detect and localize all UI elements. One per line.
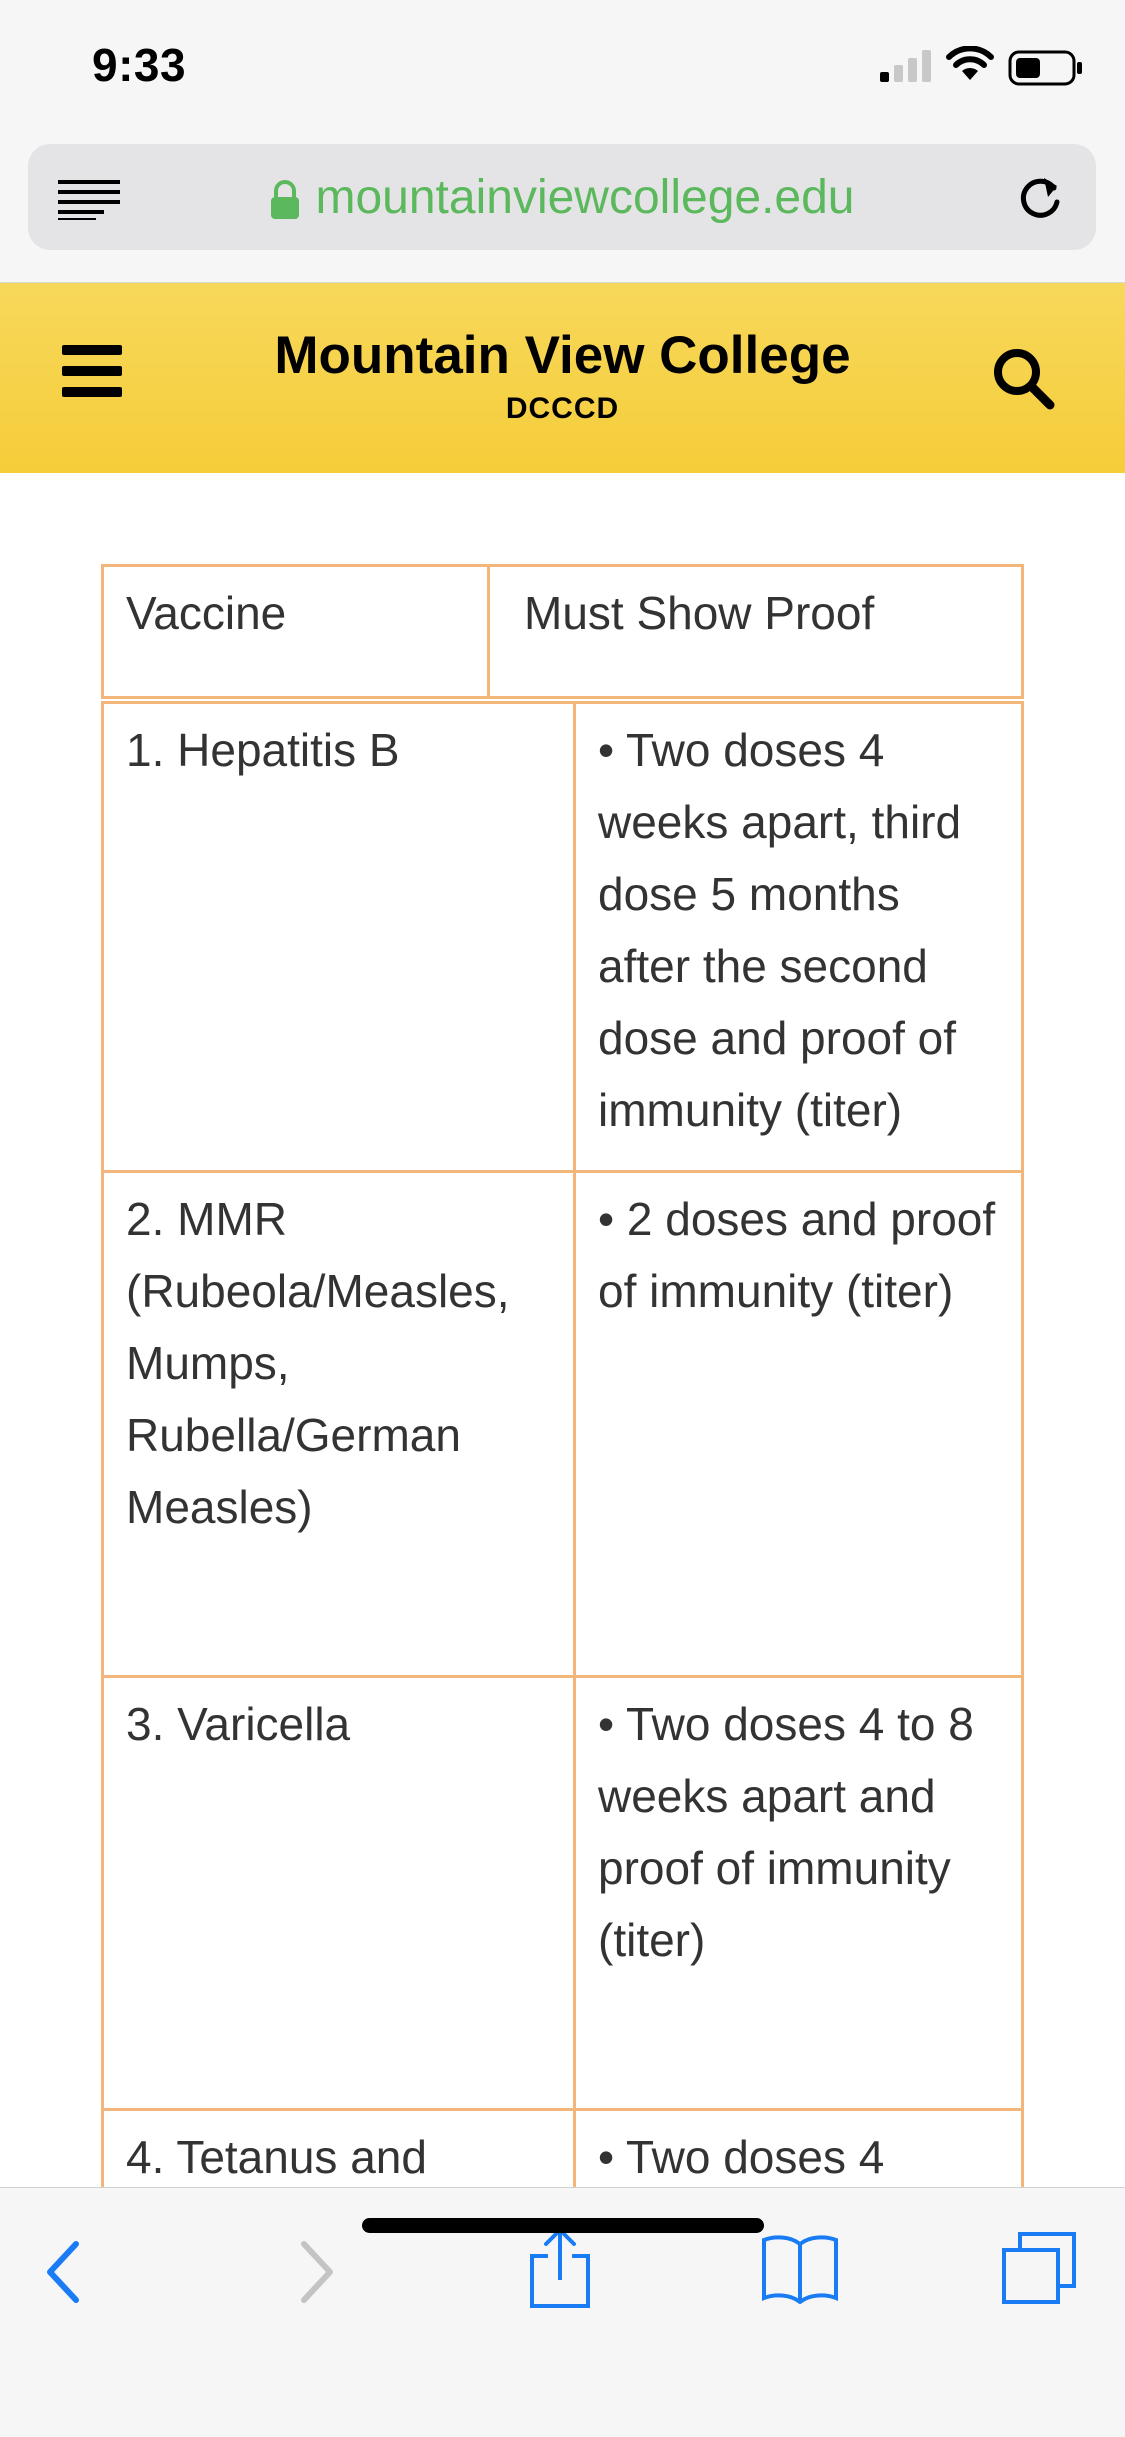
page-content	[0, 473, 1125, 2187]
browser-address-area	[0, 132, 1125, 283]
cellular-signal-icon	[880, 50, 936, 82]
table-header-vaccine: Vaccine	[101, 564, 490, 699]
site-header	[0, 283, 1125, 473]
table-cell-vaccine: 4. Tetanus and	[101, 2108, 576, 2187]
wifi-icon	[946, 46, 994, 82]
search-icon[interactable]	[990, 345, 1056, 411]
lock-icon	[269, 180, 301, 220]
home-indicator[interactable]	[362, 2218, 764, 2233]
back-icon[interactable]	[44, 2240, 84, 2304]
status-bar	[0, 0, 1125, 132]
tabs-icon[interactable]	[1000, 2230, 1080, 2306]
battery-icon	[1008, 50, 1084, 86]
table-cell-proof: • 2 doses and proof of immunity (titer)	[573, 1170, 1024, 1678]
reload-icon[interactable]	[1014, 172, 1066, 224]
table-cell-vaccine: 2. MMR (Rubeola/Measles, Mumps, Rubella/German Measles)	[101, 1170, 576, 1678]
table-cell-vaccine: 1. Hepatitis B	[101, 701, 576, 1173]
site-subtitle: DCCCD	[505, 392, 620, 425]
table-header-proof: Must Show Proof	[487, 564, 1024, 699]
site-title: Mountain View College	[274, 326, 851, 385]
url-text: mountainviewcollege.edu	[315, 171, 855, 224]
table-cell-vaccine: 3. Varicella	[101, 1675, 576, 2111]
share-icon[interactable]	[528, 2226, 592, 2310]
bookmarks-icon[interactable]	[760, 2232, 840, 2304]
status-time: 9:33	[92, 39, 187, 91]
address-bar[interactable]	[28, 144, 1096, 250]
table-cell-proof: • Two doses 4 to 8 weeks apart and proof of immunity (titer)	[573, 1675, 1024, 2111]
url-display[interactable]	[28, 170, 1096, 225]
table-cell-proof: • Two doses 4 weeks apart, third dose 5 months after the second dose and proof of immunity (titer)	[573, 701, 1024, 1173]
table-cell-proof: • Two doses 4	[573, 2108, 1024, 2187]
site-brand[interactable]	[0, 325, 1125, 426]
forward-icon[interactable]	[296, 2240, 336, 2304]
